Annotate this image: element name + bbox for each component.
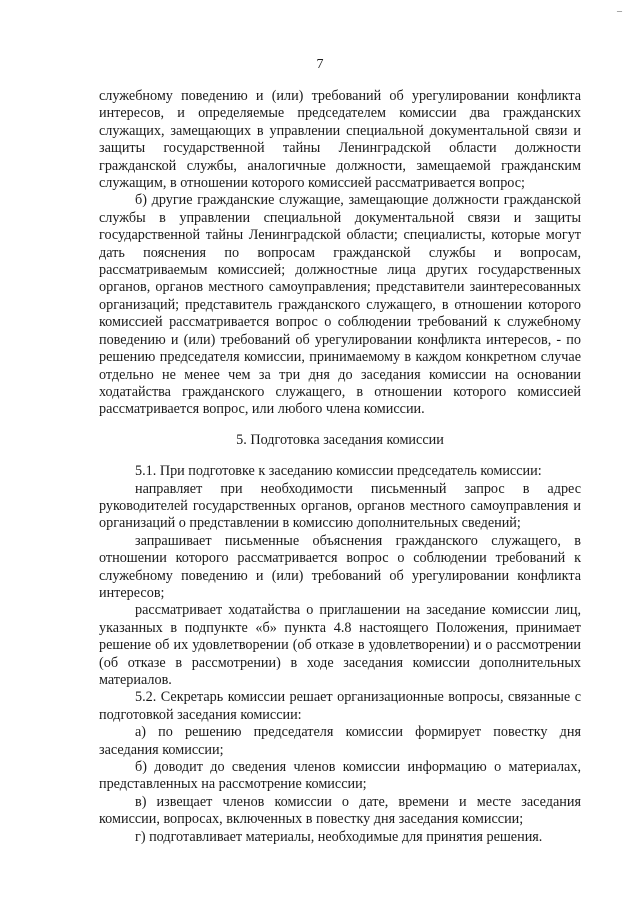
page-number: 7 <box>316 57 324 72</box>
paragraph-commission-members-continued: служебному поведению и (или) требований об урегулировании конфликта интересов, и определяемые председателем комиссии два гражданских служащих, замещающих в управлении специальной документальной связи и защиты государственной тайны Ленинградской области должности гражданской службы, аналогичные должности, замещаемой гражданским служащим, в отношении которого комиссией рассматривается вопрос; <box>99 88 581 192</box>
paragraph-review-petitions: рассматривает ходатайства о приглашении на заседание комиссии лиц, указанных в подпункте «б» пункта 4.8 настоящего Положения, принимает решение об их удовлетворении (об отказе в удовлетворении) и о рассмотрении (об отказе в рассмотрении) в ходе заседания комиссии дополнительных материалов. <box>99 602 581 688</box>
paragraph-send-request: направляет при необходимости письменный запрос в адрес руководителей государственных органов, органов местного самоуправления и организаций о представлении в комиссию дополнительных сведений; <box>99 480 581 532</box>
document-body <box>99 88 581 846</box>
corner-mark: – <box>617 6 622 17</box>
paragraph-5-1-intro: 5.1. При подготовке к заседанию комиссии председатель комиссии: <box>135 463 542 480</box>
paragraph-other-participants: б) другие гражданские служащие, замещающие должности гражданской службы в управлении специальной документальной связи и защиты государственной тайны Ленинградской области; специалисты, которые могут дать пояснения по вопросам гражданской службы и вопросам, рассматриваемым комиссией; должностные лица других государственных органов, органов местного самоуправления; представители заинтересованных организаций; представитель гражданского служащего, в отношении которого комиссией рассматривается вопрос о соблюдении требований к служебному поведению и (или) требований об урегулировании конфликта интересов, - по решению председателя комиссии, принимаемому в каждом конкретном случае отдельно не менее чем за три дня до заседания комиссии на основании ходатайства гражданского служащего, в отношении которого комиссией рассматривается вопрос, или любого члена комиссии. <box>99 192 581 418</box>
list-item-a-agenda: а) по решению председателя комиссии формирует повестку дня заседания комиссии; <box>99 724 581 758</box>
section-heading: 5. Подготовка заседания комиссии <box>236 431 444 448</box>
list-item-v-notify: в) извещает членов комиссии о дате, времени и месте заседания комиссии, вопросах, включенных в повестку дня заседания комиссии; <box>99 793 581 828</box>
list-item-g-prepare: г) подготавливает материалы, необходимые для принятия решения. <box>135 828 543 845</box>
paragraph-request-explanations: запрашивает письменные объяснения гражданского служащего, в отношении которого рассматривается вопрос о соблюдении требований к служебному поведению и (или) требований об урегулировании конфликта интересов; <box>99 532 581 601</box>
list-item-b-inform: б) доводит до сведения членов комиссии информацию о материалах, представленных на рассмотрение комиссии; <box>99 759 581 793</box>
paragraph-5-2-intro: 5.2. Секретарь комиссии решает организационные вопросы, связанные с подготовкой заседания комиссии: <box>99 689 581 723</box>
